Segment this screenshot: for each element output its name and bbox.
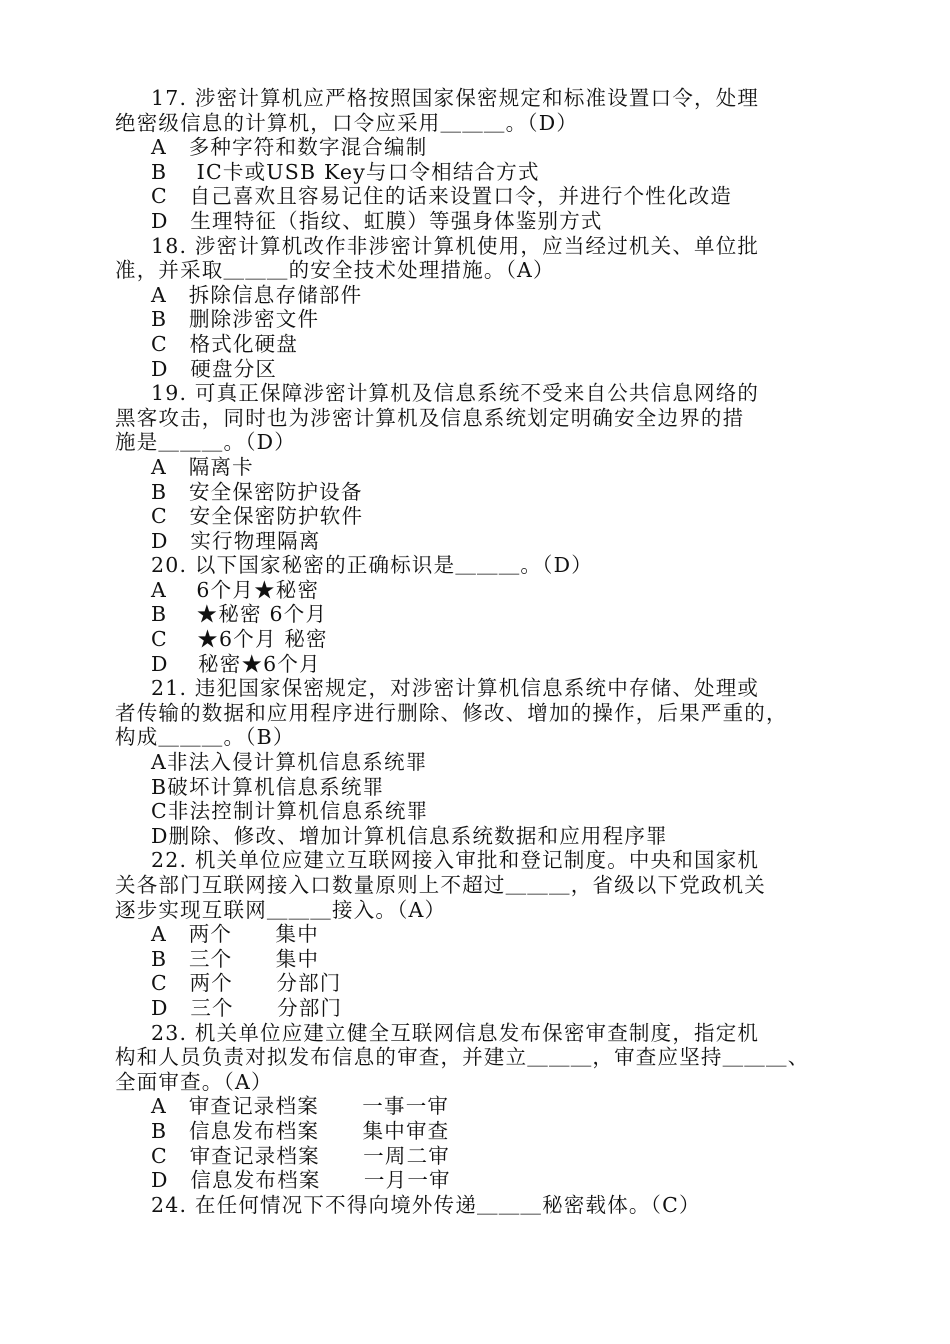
question-text-line: 22. 机关单位应建立互联网接入审批和登记制度。中央和国家机 (151, 848, 760, 873)
question-list (115, 86, 850, 1217)
option-b: B ★秘密 6个月 (151, 602, 328, 627)
question-17 (115, 86, 850, 234)
question-20 (115, 553, 850, 676)
option-d: D 硬盘分区 (151, 356, 278, 381)
question-18 (115, 234, 850, 382)
option-c: C 自己喜欢且容易记住的话来设置口令，并进行个性化改造 (151, 184, 733, 209)
option-a: A 拆除信息存储部件 (151, 282, 363, 307)
question-text-line: 21. 违犯国家保密规定，对涉密计算机信息系统中存储、处理或 (151, 676, 760, 701)
option-c: C 格式化硬盘 (151, 331, 299, 356)
option-b: B 三个 集中 (151, 946, 320, 971)
option-d: D 信息发布档案 一月一审 (151, 1168, 451, 1193)
option-c: C非法控制计算机信息系统罪 (151, 799, 429, 824)
question-text-line: 逐步实现互联网＿＿＿接入。（A） (115, 897, 447, 922)
question-text-line: 黑客攻击，同时也为涉密计算机及信息系统划定明确安全边界的措 (115, 405, 745, 430)
option-d: D 实行物理隔离 (151, 528, 321, 553)
question-text-line: 者传输的数据和应用程序进行删除、修改、增加的操作，后果严重的， (115, 700, 788, 725)
question-text-line: 19. 可真正保障涉密计算机及信息系统不受来自公共信息网络的 (151, 381, 760, 406)
option-d: D 生理特征（指纹、虹膜）等强身体鉴别方式 (151, 208, 603, 233)
question-text-line: 构成＿＿＿。（B） (115, 725, 295, 750)
option-b: B 删除涉密文件 (151, 307, 320, 332)
option-c: C ★6个月 秘密 (151, 627, 328, 652)
option-d: D 秘密★6个月 (151, 651, 321, 676)
option-a: A 6个月★秘密 (151, 577, 320, 602)
question-22 (115, 848, 850, 1020)
option-c: C 两个 分部门 (151, 971, 342, 996)
option-a: A 隔离卡 (151, 454, 254, 479)
option-b: B 信息发布档案 集中审查 (151, 1118, 450, 1143)
question-text-line: 全面审查。（A） (115, 1069, 273, 1094)
question-24 (115, 1193, 850, 1218)
question-19 (115, 381, 850, 553)
option-b: B破坏计算机信息系统罪 (151, 774, 385, 799)
question-23 (115, 1021, 850, 1193)
option-c: C 审查记录档案 一周二审 (151, 1143, 450, 1168)
question-text-line: 关各部门互联网接入口数量原则上不超过＿＿＿，省级以下党政机关 (115, 873, 766, 897)
option-a: A非法入侵计算机信息系统罪 (151, 750, 428, 775)
question-text-line: 构和人员负责对拟发布信息的审查，并建立＿＿＿，审查应坚持＿＿＿、 (115, 1045, 810, 1070)
option-a: A 审查记录档案 一事一审 (151, 1094, 450, 1119)
option-b: B IC卡或USB Key与口令相结合方式 (151, 159, 540, 184)
question-text-line: 24. 在任何情况下不得向境外传递＿＿＿秘密载体。（C） (151, 1192, 701, 1217)
option-a: A 多种字符和数字混合编制 (151, 135, 428, 160)
option-d: D 三个 分部门 (151, 995, 343, 1020)
question-text-line: 施是＿＿＿。（D） (115, 430, 296, 455)
option-b: B 安全保密防护设备 (151, 479, 363, 504)
question-21 (115, 676, 850, 848)
question-text-line: 23. 机关单位应建立健全互联网信息发布保密审查制度，指定机 (151, 1020, 760, 1045)
question-text-line: 准，并采取＿＿＿的安全技术处理措施。（A） (115, 258, 555, 283)
option-d: D删除、修改、增加计算机信息系统数据和应用程序罪 (151, 823, 668, 848)
question-text-line: 20. 以下国家秘密的正确标识是＿＿＿。（D） (151, 553, 593, 578)
option-c: C 安全保密防护软件 (151, 504, 364, 529)
question-text-line: 绝密级信息的计算机，口令应采用＿＿＿。（D） (115, 110, 579, 135)
option-a: A 两个 集中 (151, 922, 319, 947)
question-text-line: 18. 涉密计算机改作非涉密计算机使用，应当经过机关、单位批 (151, 233, 760, 258)
question-text-line: 17. 涉密计算机应严格按照国家保密规定和标准设置口令，处理 (151, 86, 760, 110)
